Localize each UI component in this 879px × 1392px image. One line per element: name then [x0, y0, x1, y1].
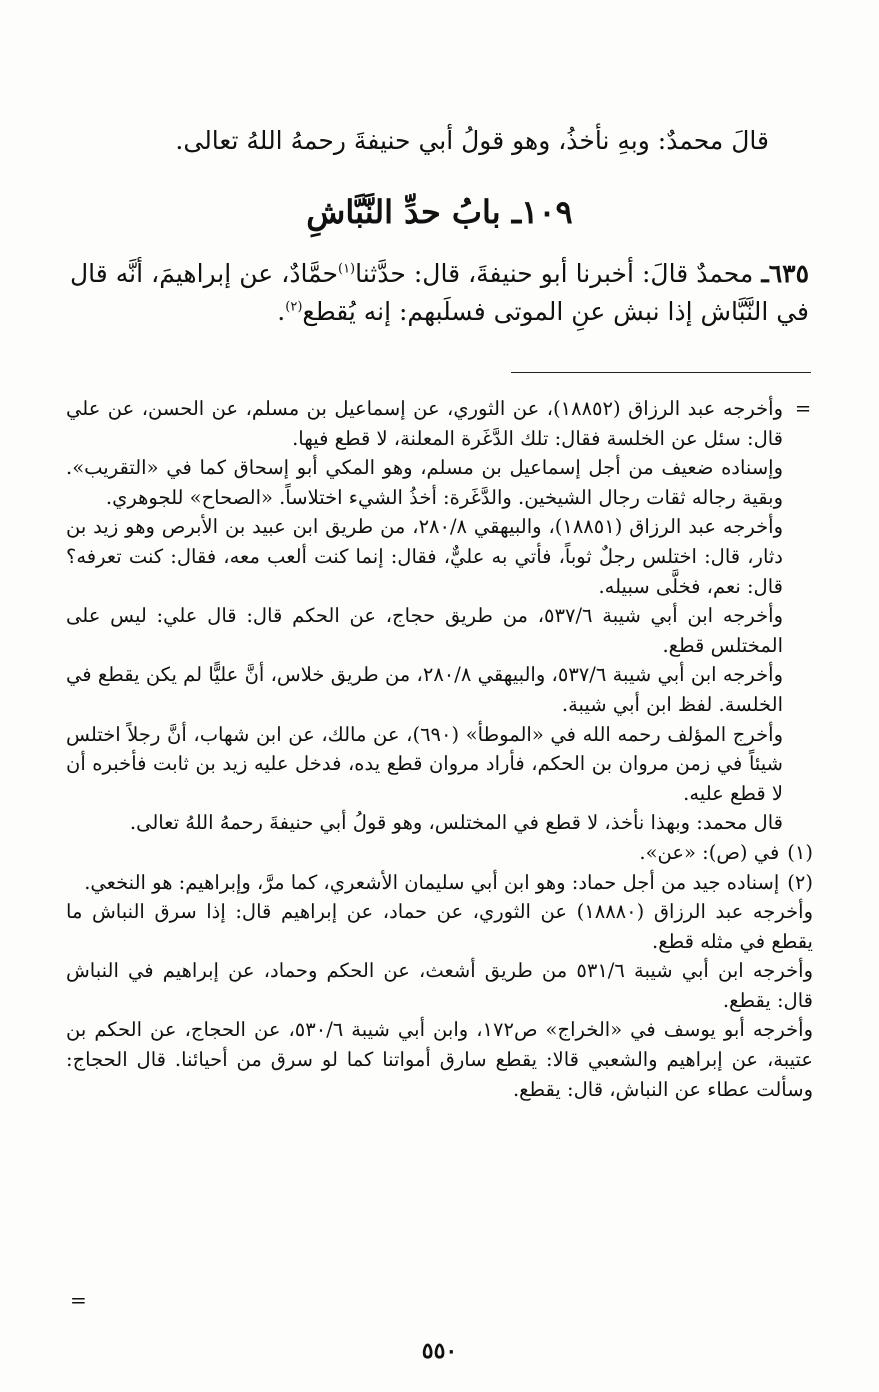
- hadith-text-part1: محمدٌ قالَ: أخبرنا أبو حنيفةَ، قال: حدَّثنا: [355, 259, 754, 288]
- page-number: ٥٥٠: [421, 1338, 458, 1364]
- footnote-2-paragraph: وأخرجه عبد الرزاق (١٨٨٨٠) عن الثوري، عن حماد، عن إبراهيم قال: إذا سرق النباش ما يقطع في مثله قطع.: [66, 900, 813, 953]
- hadith-number: ٦٣٥ـ: [761, 259, 810, 288]
- continuation-paragraph: قال محمد: وبهذا نأخذ، لا قطع في المختلس، وهو قولُ أبي حنيفةَ رحمهُ اللهُ تعالى.: [129, 811, 783, 835]
- footnote-divider: [511, 372, 811, 373]
- continuation-paragraph: وأخرجه عبد الرزاق (١٨٨٥١)، والبيهقي ٢٨٠/٨، من طريق ابن عبيد بن الأبرص وهو زيد بن دثار، قال: اختلس رجلٌ ثوباً، فأتي به عليٌّ، فقال: إنما كنت ألعب معه، فقال: كنت تعرفه؟ قال: نعم، فخلَّى سبيله.: [66, 515, 783, 598]
- hadith-text: [70, 255, 809, 331]
- footnote-ref-2: (٢): [285, 299, 303, 315]
- footnote-1-label: (١): [787, 840, 813, 864]
- chapter-title: ١٠٩ـ بابُ حدِّ النَّبَّاشِ: [306, 193, 573, 231]
- footnote-2: [66, 868, 813, 898]
- hadith-text-part2: حمَّادٌ، عن إبراهيمَ، أنَّه قال في النَّبَّاش إذا نبش عنِ الموتى فسلَبهم: إنه يُقطع: [70, 259, 809, 326]
- closing-line: قالَ محمدٌ: وبهِ نأخذُ، وهو قولُ أبي حنيفةَ رحمهُ اللهُ تعالى.: [175, 126, 769, 155]
- continuation-paragraph: وأخرجه ابن أبي شيبة ٥٣٧/٦، من طريق حجاج، عن الحكم قال: قال علي: ليس على المختلس قطع.: [66, 604, 783, 657]
- continuation-paragraph: وأخرجه ابن أبي شيبة ٥٣٧/٦، والبيهقي ٢٨٠/٨، من طريق خلاس، أنَّ عليًّا لم يكن يقطع في الخلسة. لفظ ابن أبي شيبة.: [66, 663, 783, 716]
- footnote-ref-1: (١): [337, 261, 356, 277]
- footnote-1: [66, 838, 813, 868]
- footnote-2-paragraph: وأخرجه أبو يوسف في «الخراج» ص١٧٢، وابن أبي شيبة ٥٣٠/٦، عن الحجاج، عن الحكم بن عتيبة، عن إبراهيم والشعبي قالا: يقطع سارق أمواتنا كما لو سرق من أحيائنا. قال الحجاج: وسألت عطاء عن النباش، قال: يقطع.: [66, 1018, 813, 1101]
- footnote-2-paragraph: وأخرجه ابن أبي شيبة ٥٣١/٦ من طريق أشعث، عن الحكم وحماد، عن إبراهيم في النباش قال: يقطع.: [66, 959, 813, 1012]
- footnote-continuation: [66, 394, 813, 838]
- footnote-2-label: (٢): [787, 870, 813, 894]
- hadith-text-end: .: [277, 297, 286, 326]
- continuation-marker: =: [794, 397, 812, 420]
- continuation-paragraph: وإسناده ضعيف من أجل إسماعيل بن مسلم، وهو المكي أبو إسحاق كما في «التقريب». وبقية رجاله ثقات رجال الشيخين. والدَّغَرة: أخذُ الشيء اختلاساً. «الصحاح» للجوهري.: [66, 456, 783, 509]
- continuation-end-marker: =: [70, 1288, 87, 1312]
- footnotes: [66, 394, 813, 1104]
- footnote-2-paragraph: إسناده جيد من أجل حماد: وهو ابن أبي سليمان الأشعري، كما مرَّ، وإبراهيم: هو النخعي.: [84, 870, 780, 894]
- footnote-1-text: في (ص): «عن».: [639, 840, 780, 864]
- continuation-paragraph: وأخرج المؤلف رحمه الله في «الموطأ» (٦٩٠)، عن مالك، عن ابن شهاب، أنَّ رجلاً اختلس شيئاً في زمن مروان بن الحكم، فأراد مروان قطع يده، فدخل عليه زيد بن ثابت فأخبره أن لا قطع عليه.: [66, 722, 783, 805]
- continuation-paragraph: وأخرجه عبد الرزاق (١٨٨٥٢)، عن الثوري، عن إسماعيل بن مسلم، عن الحسن، عن علي قال: سئل عن الخلسة فقال: تلك الدَّغَرة المعلنة، لا قطع فيها.: [66, 397, 783, 450]
